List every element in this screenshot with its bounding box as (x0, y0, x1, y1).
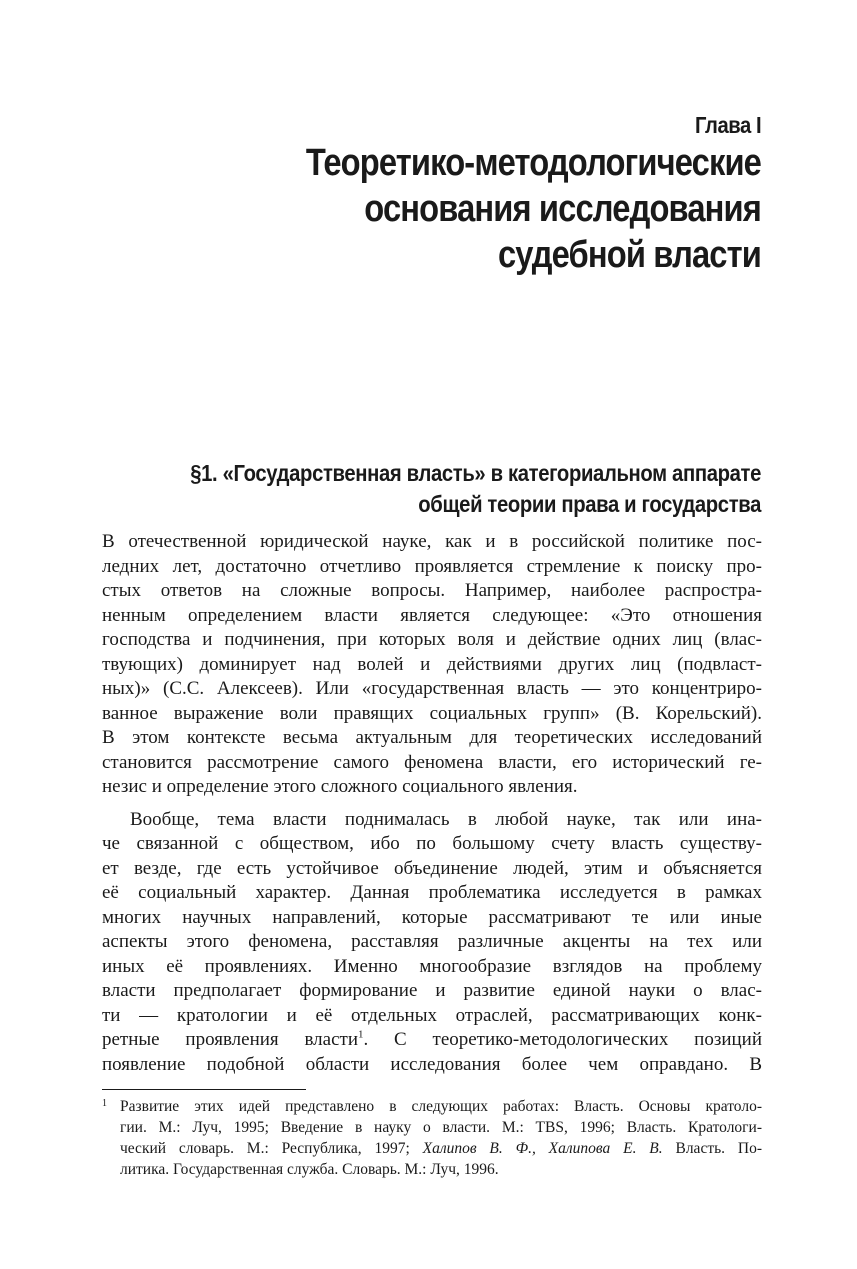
text-fragment: Власть. По- (662, 1140, 762, 1157)
footnote-authors: Халипов В. Ф., Халипова Е. В. (422, 1140, 663, 1157)
text-line: твующих) доминирует над волей и действиями других лиц (подвласт- (102, 653, 762, 675)
text-line: её социальный характер. Данная проблематика исследуется в рамках (102, 882, 762, 903)
section-title-line: общей теории права и государства (418, 491, 761, 517)
text-line: В отечественной юридической науке, как и в российской политике пос- (102, 531, 762, 552)
text-line: иных её проявлениях. Именно многообразие взглядов на проблему (102, 955, 762, 977)
text-line: власти предполагает формирование и развитие единой науки о влас- (102, 980, 762, 1001)
section-title (61, 458, 761, 520)
footnote-reference[interactable]: 1 (358, 1028, 364, 1041)
footnote-line: гии. М.: Луч, 1995; Введение в науку о власти. М.: TBS, 1996; Власть. Кратологи- (120, 1119, 762, 1136)
paragraph-2 (102, 808, 762, 1078)
text-line: господства и подчинения, при которых воля и действие одних лиц (влас- (102, 629, 762, 650)
body-text (102, 530, 762, 1077)
text-line: ненным определением власти является следующее: «Это отношения (102, 604, 762, 626)
paragraph-1 (102, 530, 762, 800)
text-line: ледних лет, достаточно отчетливо проявляется стремление к поиску про- (102, 555, 762, 577)
chapter-title-line: судебной власти (497, 234, 761, 276)
chapter-title-line: Теоретико-методологические (305, 142, 761, 184)
text-line: незис и определение этого сложного социального явления. (102, 776, 578, 797)
text-fragment: ретные проявления власти (102, 1029, 358, 1050)
footnote-line (102, 1138, 762, 1159)
text-line: становится рассмотрение самого феномена власти, его исторический ге- (102, 751, 762, 773)
footnote-line: Развитие этих идей представлено в следующих работах: Власть. Основы кратоло- (120, 1098, 762, 1115)
text-line: Вообще, тема власти поднималась в любой науке, так или ина- (130, 808, 762, 830)
text-fragment: ческий словарь. М.: Республика, 1997; (120, 1140, 423, 1157)
footnote-divider (102, 1089, 306, 1090)
text-line: В этом контексте весьма актуальным для теоретических исследований (102, 727, 762, 748)
text-line: аспекты этого феномена, расставляя различные акценты на тех или (102, 931, 762, 952)
text-line: че связанной с обществом, ибо по большому счету власть существу- (102, 833, 762, 854)
section-title-line: §1. «Государственная власть» в категориальном аппарате (190, 460, 762, 486)
text-line: ванное выражение воли правящих социальных групп» (В. Корельский). (102, 702, 762, 724)
footnote-number: 1 (102, 1098, 107, 1109)
text-line: ет везде, где есть устойчивое объединение людей, этим и объясняется (102, 857, 762, 879)
chapter-label: Глава I (694, 112, 761, 138)
text-line: ти — кратологии и её отдельных отраслей, рассматривающих конк- (102, 1004, 762, 1026)
chapter-title (121, 140, 761, 278)
text-line (102, 1028, 762, 1053)
text-line: ных)» (С.С. Алексеев). Или «государственная власть — это концентриро- (102, 678, 762, 699)
text-line: стых ответов на сложные вопросы. Например, наиболее распростра- (102, 580, 762, 601)
chapter-title-line: основания исследования (364, 188, 761, 230)
footnote (102, 1096, 762, 1180)
text-line: многих научных направлений, которые рассматривают те или иные (102, 906, 762, 928)
text-fragment: . С теоретико-методологических позиций (363, 1029, 762, 1050)
footnote-line: литика. Государственная служба. Словарь. М.: Луч, 1996. (120, 1161, 499, 1178)
text-line: появление подобной области исследования более чем оправдано. В (102, 1053, 762, 1075)
